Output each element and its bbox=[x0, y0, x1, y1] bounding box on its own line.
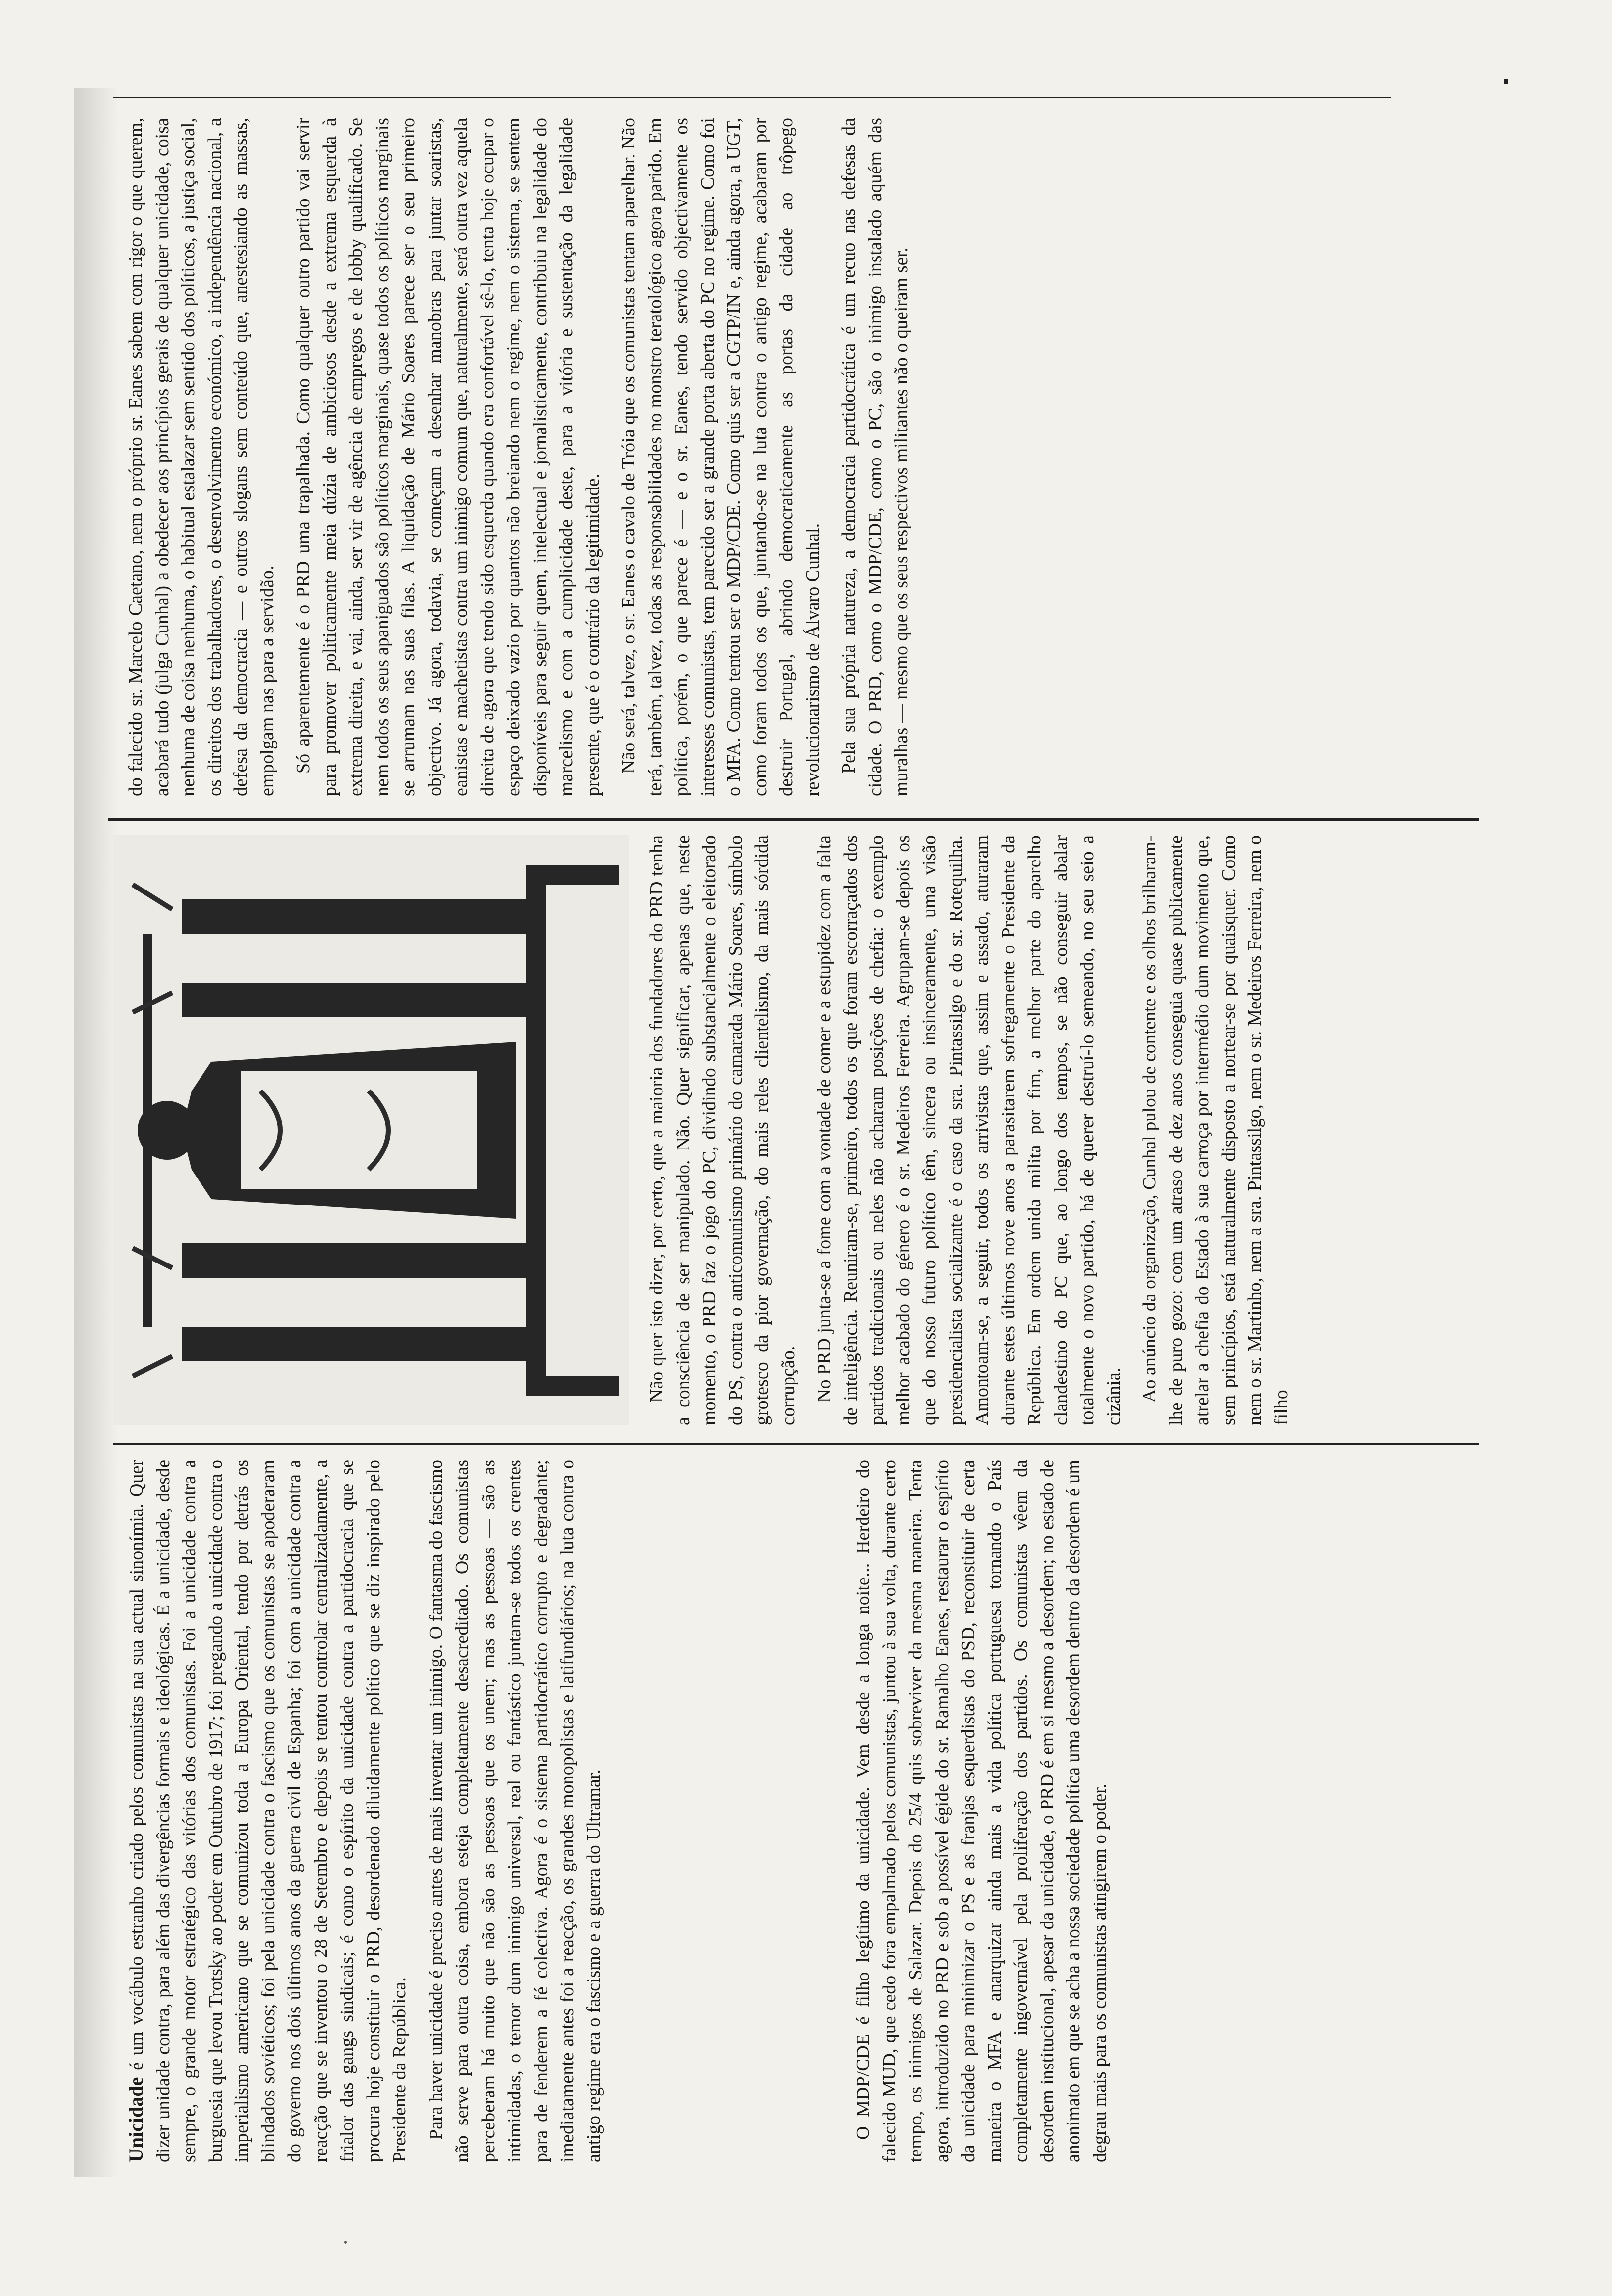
article-column-1 bbox=[123, 1460, 811, 2162]
paragraph: No PRD junta-se a fome com a vontade de comer e a estupidez com a falta de inteligência. Reuniram-se, primeiro, todos os que foram escorraçados dos partidos tradicionais ou neles não acharam posições de chefia: o exemplo melhor acabado do género é o sr. Medeiros Ferreira. Agrupam-se depois os que do nosso futuro político têm, sincera ou insinceramente, uma visão presidencialista socializante é o caso da sra. Pintassilgo e do sr. Rotequilha. Amontoam-se, a seguir, todos os arrivistas que, assim e assado, aturaram durante estes últimos nove anos a parasitarem sofregamente o Presidente da República. Em ordem unida milita por fim, a melhor parte do aparelho clandestino do PC que, ao longo dos tempos, se não conseguir abalar totalmente o novo partido, há de querer destruí-lo semeando, no seu seio a cizânia. bbox=[814, 835, 1124, 1425]
paragraph: O MDP/CDE é filho legítimo da unicidade. Vem desde a longa noite... Herdeiro do falecido MUD, que cedo fora empalmado pelos comunistas, juntou à sua volta, durante certo tempo, os inimigos de Salazar. Depois do 25/4 quis sobreviver da mesma maneira. Tenta agora, introduzido no PRD e sob a possível égide do sr. Ramalho Eanes, restaurar o espírito da unicidade para minimizar o PS e as franjas esquerdistas do PSD, reconstituir de certa maneira o MFA e anarquizar ainda mais a vida política portuguesa tornando o País completamente ingovernável pela proliferação dos partidos. Os comunistas vêem da desordem institucional, apesar da unicidade, o PRD é em si mesmo a desordem; no estado de anonimato em que se acha a nossa sociedade política uma desordem dentro da desordem é um degrau mais para os comunistas atingirem o poder. bbox=[853, 1460, 1110, 2162]
paragraph: Não será, talvez, o sr. Eanes o cavalo de Tróia que os comunistas tentam aparelhar. Não terá, também, talvez, todas as responsabilidades no monstro teratológico agora parido. Em política, porém, o que parece é — e o sr. Eanes, tendo servido objectivamente os interesses comunistas, tem parecido ser a grande porta aberta do PC no regime. Como foi o MFA. Como tentou ser o MDP/CDE. Como quis ser a CGTP/IN e, ainda agora, a UGT, como foram todos os que, juntando-se na luta contra o antigo regime, acabaram por destruir Portugal, abrindo democraticamente as portas da cidade ao trôpego revolucionarismo de Álvaro Cunhal. bbox=[618, 118, 823, 796]
article-column-1-lower bbox=[850, 1460, 1469, 2162]
rotated-article-sheet bbox=[93, 79, 1494, 2192]
illustration-figures bbox=[113, 835, 629, 1425]
paragraph: Pela sua própria natureza, a democracia partidocrática é um recuo nas defesas da cidade. O PRD, como o MDP/CDE, como o PC, são o inimigo instalado aquém das muralhas — mesmo que os seus respectivos militantes não o queiram ser. bbox=[838, 118, 912, 796]
article-column-3 bbox=[123, 118, 1479, 796]
article-column-2 bbox=[644, 835, 1479, 1425]
column-rule bbox=[108, 818, 1479, 821]
paragraph: Não quer isto dizer, por certo, que a maioria dos fundadores do PRD tenha a consciência de ser manipulado. Não. Quer significar, apenas que, neste momento, o PRD faz o jogo do PC, dividindo substancialmente o eleitorado do PS, contra o anticomunismo primário do camarada Mário Soares, símbolo grotesco da pior governação, do mais reles clientelismo, da mais sórdida corrupção. bbox=[646, 835, 799, 1425]
paragraph bbox=[123, 1460, 413, 2162]
column-rule bbox=[113, 97, 1391, 98]
column-rule bbox=[113, 1443, 1479, 1445]
scan-speck bbox=[344, 2241, 347, 2244]
lead-word: Unicidade bbox=[125, 2077, 147, 2162]
engraving-illustration bbox=[113, 835, 629, 1425]
paragraph: do falecido sr. Marcelo Caetano, nem o próprio sr. Eanes sabem com rigor o que querem, acabará tudo (julga Cunhal) a obedecer aos princípios gerais de qualquer unicidade, coisa nenhuma de coisa nenhuma, o habitual estalazar sem sentido dos políticos, a justiça social, os direitos dos trabalhadores, o desenvolvimento económico, a independência nacional, a defesa da democracia — e outros slogans sem conteúdo que, anestesiando as massas, empolgam nas para a servidão. bbox=[125, 118, 278, 796]
paragraph: Ao anúncio da organização, Cunhal pulou de contente e os olhos brilharam-lhe de puro gozo: com um atraso de dez anos conseguia quase publicamente atrelar a chefia do Estado à sua carroça por intermédio dum movimento que, sem princípios, está naturalmente disposto a nortear-se por quaisquer. Como nem o sr. Martinho, nem a sra. Pintassilgo, nem o sr. Medeiros Ferreira, nem o filho bbox=[1139, 835, 1292, 1425]
paragraph: Só aparentemente é o PRD uma trapalhada. Como qualquer outro partido vai servir para promover politicamente meia dúzia de ambiciosos desde a extrema esquerda à extrema direita, e vai, ainda, ser vir de agência de empregos e de lobby qualificado. Se nem todos os seus apaniguados são políticos marginais, quase todos os políticos marginais se arrumam nas suas filas. A liquidação de Mário Soares parece ser o seu primeiro objectivo. Já agora, todavia, se começam a desenhar manobras para juntar soaristas, eanistas e machetistas contra um inimigo comum que, naturalmente, será outra vez aquela direita de agora que tendo sido esquerda quando era confortável sê-lo, tenta hoje ocupar o espaço deixado vazio por quantos não breiando nem o regime, nem o sistema, se sentem disponíveis para seguir quem, intelectual e jornalisticamente, contribuiu na legalidade do marcelismo e com a cumplicidade deste, para a vitória e sustentação da legalidade presente, que é o contrário da legitimidade. bbox=[293, 118, 603, 796]
paragraph: Para haver unicidade é preciso antes de mais inventar um inimigo. O fantasma do fascismo não serve para outra coisa, embora esteja completamente desacreditado. Os comunistas perceberam há muito que não são as pessoas que os unem; mas as pessoas — são as intimidadas, o temor dum inimigo universal, real ou fantástico juntam-se todos os crentes para de fenderem a fé colectiva. Agora é o sistema partidocrático corrupto e degradante; imediatamente antes foi a reacção, os grandes monopolistas e latifundiários; na luta contra o antigo regime era o fascismo e a guerra do Ultramar. bbox=[425, 1460, 604, 2162]
paragraph-text: é um vocábulo estranho criado pelos comunistas na sua actual sinonímia. Quer dizer unidade contra, para além das divergências formais e ideológicas. É a unicidade, desde sempre, o grande motor estratégico das vitórias dos comunistas. Foi a unicidade contra a burguesia que levou Trotsky ao poder em Outubro de 1917; foi pregando a unicidade contra o imperialismo americano que se comunizou toda a Europa Oriental, tendo por detrás os blindados soviéticos; foi pela unicidade contra o fascismo que os comunistas se apoderaram do governo nos dois últimos anos da guerra civil de Espanha; foi com a unicidade contra a reacção que se inventou o 28 de Setembro e depois se tentou controlar centralizadamente, a frialor das gangs sindicais; é como o espírito da unicidade contra a partidocracia que se procura hoje constituir o PRD, desordenado diluidamente político que se diz inspirado pelo Presidente da República. bbox=[126, 1460, 410, 2162]
scan-speck bbox=[1504, 79, 1508, 84]
